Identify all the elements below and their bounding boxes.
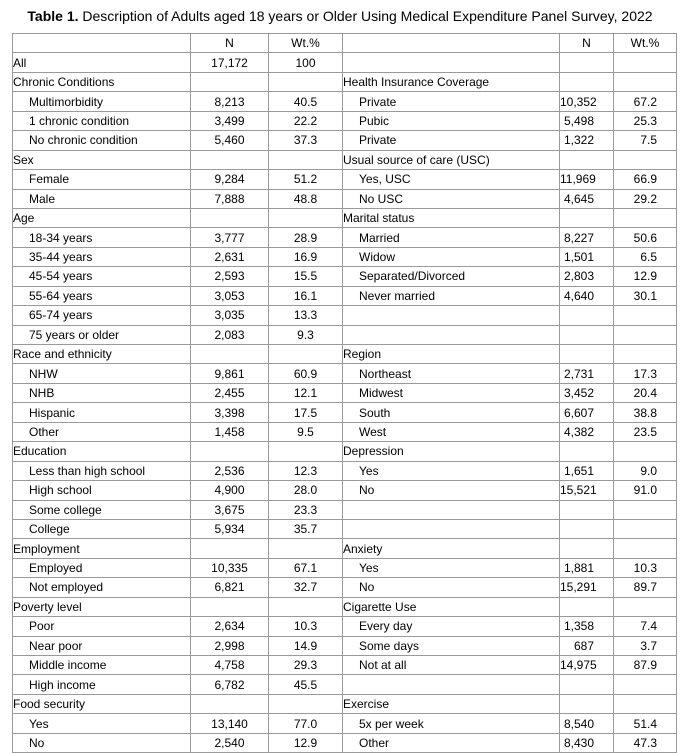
left-wt-cell: 22.2 (269, 111, 343, 130)
left-wt-cell (269, 208, 343, 227)
table-row (13, 267, 677, 286)
left-wt-cell: 45.5 (269, 675, 343, 694)
left-wt-cell (269, 150, 343, 169)
table-row (13, 150, 677, 169)
right-n-cell: 1,322 (560, 131, 614, 150)
right-n-cell (560, 72, 614, 91)
header-right-n: N (560, 34, 614, 53)
right-wt-cell: 9.0 (614, 461, 677, 480)
right-wt-cell (614, 519, 677, 538)
right-wt-cell: 20.4 (614, 383, 677, 402)
left-wt-cell: 100 (269, 53, 343, 72)
right-n-cell: 4,382 (560, 422, 614, 441)
left-n-cell: 5,460 (191, 131, 269, 150)
header-blank-left (13, 34, 191, 53)
table-row (13, 228, 677, 247)
right-label-cell: Exercise (343, 694, 560, 713)
left-label-cell: Other (13, 422, 191, 441)
right-n-cell: 6,607 (560, 403, 614, 422)
table-row (13, 714, 677, 733)
right-n-cell (560, 53, 614, 72)
right-wt-cell: 7.5 (614, 131, 677, 150)
right-label-cell (343, 325, 560, 344)
left-n-cell (191, 72, 269, 91)
right-wt-cell (614, 539, 677, 558)
left-label-cell: High income (13, 675, 191, 694)
table-row (13, 189, 677, 208)
left-n-cell: 2,083 (191, 325, 269, 344)
right-wt-cell: 3.7 (614, 636, 677, 655)
right-label-cell: Pubic (343, 111, 560, 130)
left-n-cell: 2,540 (191, 733, 269, 752)
right-n-cell (560, 539, 614, 558)
right-wt-cell: 17.3 (614, 364, 677, 383)
left-label-cell: NHB (13, 383, 191, 402)
left-n-cell: 3,777 (191, 228, 269, 247)
table-row (13, 617, 677, 636)
left-label-cell: Less than high school (13, 461, 191, 480)
left-n-cell: 2,455 (191, 383, 269, 402)
left-label-cell: 55-64 years (13, 286, 191, 305)
right-label-cell: No USC (343, 189, 560, 208)
caption-label: Table 1. (27, 8, 79, 24)
left-wt-cell: 29.3 (269, 656, 343, 675)
table-row (13, 247, 677, 266)
left-n-cell (191, 345, 269, 364)
right-wt-cell (614, 675, 677, 694)
left-n-cell: 2,536 (191, 461, 269, 480)
left-n-cell (191, 150, 269, 169)
left-label-cell: Middle income (13, 656, 191, 675)
right-label-cell (343, 306, 560, 325)
left-label-cell: Poverty level (13, 597, 191, 616)
left-label-cell: 75 years or older (13, 325, 191, 344)
description-table (12, 33, 677, 753)
left-n-cell: 3,675 (191, 500, 269, 519)
right-wt-cell: 51.4 (614, 714, 677, 733)
left-n-cell: 4,900 (191, 481, 269, 500)
left-wt-cell: 16.9 (269, 247, 343, 266)
right-label-cell: No (343, 578, 560, 597)
left-wt-cell: 48.8 (269, 189, 343, 208)
left-n-cell: 6,782 (191, 675, 269, 694)
left-wt-cell: 28.0 (269, 481, 343, 500)
right-wt-cell: 38.8 (614, 403, 677, 422)
right-label-cell: Widow (343, 247, 560, 266)
right-label-cell: Health Insurance Coverage (343, 72, 560, 91)
left-n-cell (191, 597, 269, 616)
right-n-cell: 1,651 (560, 461, 614, 480)
table-row (13, 597, 677, 616)
left-wt-cell: 15.5 (269, 267, 343, 286)
left-label-cell: All (13, 53, 191, 72)
right-wt-cell: 30.1 (614, 286, 677, 305)
left-wt-cell: 28.9 (269, 228, 343, 247)
right-label-cell: Never married (343, 286, 560, 305)
header-left-wt: Wt.% (269, 34, 343, 53)
right-wt-cell: 12.9 (614, 267, 677, 286)
right-n-cell: 8,227 (560, 228, 614, 247)
left-n-cell: 5,934 (191, 519, 269, 538)
left-label-cell: Education (13, 442, 191, 461)
left-n-cell: 4,758 (191, 656, 269, 675)
right-label-cell: South (343, 403, 560, 422)
left-wt-cell (269, 694, 343, 713)
left-n-cell: 10,335 (191, 558, 269, 577)
right-label-cell: Yes (343, 558, 560, 577)
right-label-cell (343, 500, 560, 519)
left-label-cell: Race and ethnicity (13, 345, 191, 364)
left-n-cell: 17,172 (191, 53, 269, 72)
right-label-cell (343, 53, 560, 72)
right-n-cell: 1,358 (560, 617, 614, 636)
table-row (13, 442, 677, 461)
right-n-cell (560, 325, 614, 344)
left-wt-cell: 14.9 (269, 636, 343, 655)
table-body (13, 34, 677, 753)
right-wt-cell: 50.6 (614, 228, 677, 247)
table-caption (0, 8, 680, 24)
caption-text: Description of Adults aged 18 years or Older Using Medical Expenditure Panel Survey, 2022 (82, 8, 653, 24)
left-label-cell: 18-34 years (13, 228, 191, 247)
table-row (13, 53, 677, 72)
left-wt-cell: 51.2 (269, 170, 343, 189)
right-wt-cell: 6.5 (614, 247, 677, 266)
table-row (13, 111, 677, 130)
left-wt-cell: 12.9 (269, 733, 343, 752)
right-n-cell: 1,881 (560, 558, 614, 577)
right-label-cell: Marital status (343, 208, 560, 227)
left-n-cell: 2,631 (191, 247, 269, 266)
right-label-cell: Every day (343, 617, 560, 636)
right-wt-cell: 23.5 (614, 422, 677, 441)
left-n-cell: 6,821 (191, 578, 269, 597)
left-n-cell: 2,593 (191, 267, 269, 286)
left-wt-cell: 35.7 (269, 519, 343, 538)
right-n-cell (560, 675, 614, 694)
left-wt-cell: 12.3 (269, 461, 343, 480)
left-n-cell: 3,035 (191, 306, 269, 325)
left-label-cell: Multimorbidity (13, 92, 191, 111)
right-label-cell: No (343, 481, 560, 500)
left-label-cell: 45-54 years (13, 267, 191, 286)
right-n-cell: 15,521 (560, 481, 614, 500)
left-wt-cell: 32.7 (269, 578, 343, 597)
left-wt-cell: 17.5 (269, 403, 343, 422)
right-wt-cell: 10.3 (614, 558, 677, 577)
header-left-n: N (191, 34, 269, 53)
left-wt-cell: 12.1 (269, 383, 343, 402)
right-n-cell: 15,291 (560, 578, 614, 597)
right-wt-cell: 87.9 (614, 656, 677, 675)
right-n-cell: 8,540 (560, 714, 614, 733)
right-wt-cell (614, 53, 677, 72)
right-n-cell (560, 150, 614, 169)
left-wt-cell: 77.0 (269, 714, 343, 733)
right-wt-cell (614, 345, 677, 364)
right-label-cell: Private (343, 131, 560, 150)
table-row (13, 345, 677, 364)
left-label-cell: Employed (13, 558, 191, 577)
left-wt-cell: 23.3 (269, 500, 343, 519)
left-wt-cell (269, 72, 343, 91)
left-label-cell: 65-74 years (13, 306, 191, 325)
right-wt-cell (614, 150, 677, 169)
left-wt-cell (269, 345, 343, 364)
left-wt-cell (269, 539, 343, 558)
right-wt-cell (614, 500, 677, 519)
left-wt-cell: 60.9 (269, 364, 343, 383)
table-row (13, 306, 677, 325)
left-label-cell: High school (13, 481, 191, 500)
left-wt-cell (269, 442, 343, 461)
right-label-cell: Married (343, 228, 560, 247)
left-label-cell: Not employed (13, 578, 191, 597)
left-n-cell: 3,053 (191, 286, 269, 305)
left-n-cell: 8,213 (191, 92, 269, 111)
left-label-cell: Yes (13, 714, 191, 733)
left-label-cell: No chronic condition (13, 131, 191, 150)
left-n-cell: 7,888 (191, 189, 269, 208)
left-n-cell: 3,499 (191, 111, 269, 130)
left-label-cell: Sex (13, 150, 191, 169)
table-row (13, 733, 677, 752)
table-row (13, 131, 677, 150)
right-label-cell (343, 519, 560, 538)
right-n-cell (560, 597, 614, 616)
right-n-cell (560, 306, 614, 325)
left-label-cell: Food security (13, 694, 191, 713)
right-n-cell: 11,969 (560, 170, 614, 189)
left-wt-cell (269, 597, 343, 616)
left-n-cell: 13,140 (191, 714, 269, 733)
table-row (13, 578, 677, 597)
left-label-cell: Employment (13, 539, 191, 558)
right-wt-cell: 91.0 (614, 481, 677, 500)
right-n-cell: 3,452 (560, 383, 614, 402)
right-wt-cell: 47.3 (614, 733, 677, 752)
table-row (13, 500, 677, 519)
header-blank-right (343, 34, 560, 53)
right-wt-cell (614, 72, 677, 91)
right-n-cell: 10,352 (560, 92, 614, 111)
table-row (13, 481, 677, 500)
right-wt-cell: 7.4 (614, 617, 677, 636)
right-label-cell: Separated/Divorced (343, 267, 560, 286)
right-label-cell: Depression (343, 442, 560, 461)
table-row (13, 694, 677, 713)
right-wt-cell: 89.7 (614, 578, 677, 597)
left-label-cell: No (13, 733, 191, 752)
right-n-cell (560, 500, 614, 519)
table-row (13, 325, 677, 344)
left-wt-cell: 37.3 (269, 131, 343, 150)
table-row (13, 461, 677, 480)
right-label-cell: Region (343, 345, 560, 364)
right-wt-cell: 66.9 (614, 170, 677, 189)
left-label-cell: Male (13, 189, 191, 208)
left-label-cell: Near poor (13, 636, 191, 655)
right-label-cell: Some days (343, 636, 560, 655)
right-wt-cell: 25.3 (614, 111, 677, 130)
header-right-wt: Wt.% (614, 34, 677, 53)
left-label-cell: 35-44 years (13, 247, 191, 266)
left-wt-cell: 67.1 (269, 558, 343, 577)
table-row (13, 519, 677, 538)
right-label-cell: West (343, 422, 560, 441)
table-row (13, 286, 677, 305)
right-wt-cell: 29.2 (614, 189, 677, 208)
left-n-cell: 9,284 (191, 170, 269, 189)
left-wt-cell: 9.3 (269, 325, 343, 344)
right-wt-cell: 67.2 (614, 92, 677, 111)
table-row (13, 72, 677, 91)
right-n-cell (560, 442, 614, 461)
right-wt-cell (614, 306, 677, 325)
right-n-cell: 4,645 (560, 189, 614, 208)
left-n-cell (191, 694, 269, 713)
right-wt-cell (614, 442, 677, 461)
left-n-cell (191, 442, 269, 461)
table-row (13, 539, 677, 558)
right-label-cell: Other (343, 733, 560, 752)
right-n-cell: 5,498 (560, 111, 614, 130)
right-n-cell: 687 (560, 636, 614, 655)
table-row (13, 170, 677, 189)
left-wt-cell: 13.3 (269, 306, 343, 325)
right-label-cell (343, 675, 560, 694)
right-n-cell: 2,731 (560, 364, 614, 383)
left-wt-cell: 40.5 (269, 92, 343, 111)
left-label-cell: NHW (13, 364, 191, 383)
left-label-cell: Some college (13, 500, 191, 519)
table-row (13, 558, 677, 577)
table-row (13, 403, 677, 422)
left-n-cell: 3,398 (191, 403, 269, 422)
left-n-cell: 1,458 (191, 422, 269, 441)
right-wt-cell (614, 208, 677, 227)
left-label-cell: Age (13, 208, 191, 227)
table-row (13, 636, 677, 655)
left-label-cell: 1 chronic condition (13, 111, 191, 130)
right-label-cell: Cigarette Use (343, 597, 560, 616)
right-label-cell: Yes, USC (343, 170, 560, 189)
right-n-cell: 4,640 (560, 286, 614, 305)
table-row (13, 92, 677, 111)
right-wt-cell (614, 597, 677, 616)
table-row (13, 675, 677, 694)
right-label-cell: Anxiety (343, 539, 560, 558)
table-row (13, 364, 677, 383)
left-wt-cell: 9.5 (269, 422, 343, 441)
right-label-cell: Usual source of care (USC) (343, 150, 560, 169)
left-label-cell: Poor (13, 617, 191, 636)
left-label-cell: Hispanic (13, 403, 191, 422)
left-n-cell (191, 539, 269, 558)
right-label-cell: Northeast (343, 364, 560, 383)
right-wt-cell (614, 325, 677, 344)
table-row (13, 208, 677, 227)
right-label-cell: Yes (343, 461, 560, 480)
left-n-cell: 2,998 (191, 636, 269, 655)
left-wt-cell: 10.3 (269, 617, 343, 636)
left-label-cell: Female (13, 170, 191, 189)
right-n-cell (560, 694, 614, 713)
left-n-cell: 2,634 (191, 617, 269, 636)
table-row (13, 383, 677, 402)
right-n-cell (560, 208, 614, 227)
table-row (13, 422, 677, 441)
left-n-cell: 9,861 (191, 364, 269, 383)
right-n-cell: 14,975 (560, 656, 614, 675)
right-wt-cell (614, 694, 677, 713)
left-label-cell: Chronic Conditions (13, 72, 191, 91)
right-label-cell: Midwest (343, 383, 560, 402)
right-n-cell: 2,803 (560, 267, 614, 286)
header-row (13, 34, 677, 53)
right-n-cell (560, 519, 614, 538)
right-label-cell: Private (343, 92, 560, 111)
right-n-cell: 8,430 (560, 733, 614, 752)
right-n-cell (560, 345, 614, 364)
right-label-cell: Not at all (343, 656, 560, 675)
right-label-cell: 5x per week (343, 714, 560, 733)
left-n-cell (191, 208, 269, 227)
table-row (13, 656, 677, 675)
left-label-cell: College (13, 519, 191, 538)
right-n-cell: 1,501 (560, 247, 614, 266)
left-wt-cell: 16.1 (269, 286, 343, 305)
